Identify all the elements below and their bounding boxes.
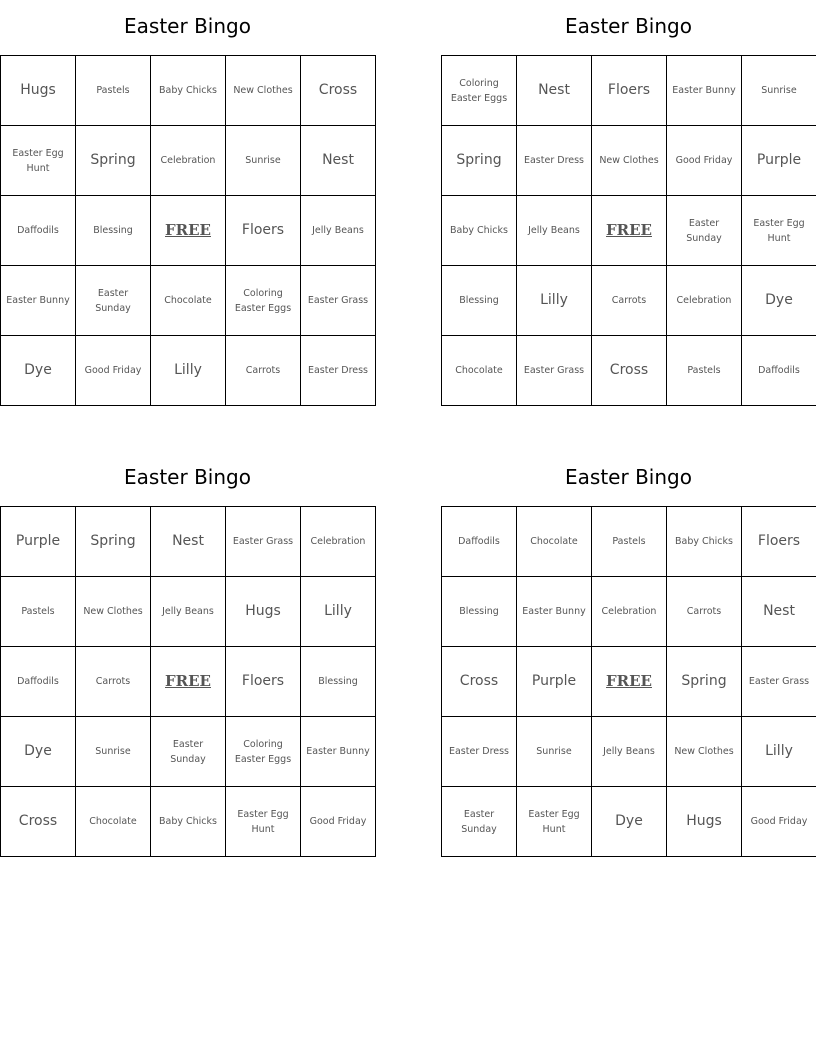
bingo-row: [1, 717, 376, 787]
bingo-cell: Easter Sunday: [151, 717, 226, 787]
bingo-cell: Cross: [301, 56, 376, 126]
bingo-cell: Jelly Beans: [301, 196, 376, 266]
bingo-row: [442, 507, 816, 577]
bingo-cell: Lilly: [301, 577, 376, 647]
free-space: FREE: [151, 196, 226, 266]
bingo-row: [442, 717, 816, 787]
bingo-cell: Easter Sunday: [442, 787, 517, 857]
bingo-cell: Baby Chicks: [667, 507, 742, 577]
bingo-cell: Hugs: [667, 787, 742, 857]
bingo-cell: Blessing: [301, 647, 376, 717]
bingo-cell: Daffodils: [442, 507, 517, 577]
bingo-cell: Daffodils: [1, 647, 76, 717]
bingo-cell: Easter Bunny: [517, 577, 592, 647]
bingo-cell: Easter Dress: [301, 336, 376, 406]
bingo-cell: Nest: [301, 126, 376, 196]
free-space: FREE: [151, 647, 226, 717]
bingo-cell: Pastels: [1, 577, 76, 647]
bingo-cell: Carrots: [592, 266, 667, 336]
bingo-cell: Celebration: [592, 577, 667, 647]
bingo-cell: Good Friday: [76, 336, 151, 406]
bingo-cell: Purple: [1, 507, 76, 577]
bingo-cell: Lilly: [517, 266, 592, 336]
bingo-cell: Floers: [742, 507, 816, 577]
bingo-row: [1, 787, 376, 857]
bingo-cell: Carrots: [226, 336, 301, 406]
bingo-cell: Cross: [1, 787, 76, 857]
bingo-cell: Jelly Beans: [592, 717, 667, 787]
bingo-grid: [0, 55, 376, 406]
free-space: FREE: [592, 196, 667, 266]
bingo-cell: Easter Bunny: [1, 266, 76, 336]
bingo-cell: Floers: [226, 196, 301, 266]
bingo-row: [442, 787, 816, 857]
bingo-cell: Easter Bunny: [301, 717, 376, 787]
bingo-cell: Nest: [742, 577, 816, 647]
card-title: Easter Bingo: [565, 14, 692, 38]
bingo-grid: [441, 55, 816, 406]
bingo-cell: Lilly: [151, 336, 226, 406]
card-title: Easter Bingo: [565, 465, 692, 489]
bingo-cell: Jelly Beans: [517, 196, 592, 266]
bingo-row: [1, 196, 376, 266]
bingo-cell: Chocolate: [76, 787, 151, 857]
card-title: Easter Bingo: [124, 465, 251, 489]
bingo-row: [442, 266, 816, 336]
free-space: FREE: [592, 647, 667, 717]
bingo-cell: Celebration: [301, 507, 376, 577]
bingo-cell: Jelly Beans: [151, 577, 226, 647]
bingo-cell: Easter Sunday: [76, 266, 151, 336]
bingo-cell: Pastels: [667, 336, 742, 406]
bingo-cell: Easter Dress: [517, 126, 592, 196]
bingo-cell: Daffodils: [742, 336, 816, 406]
bingo-row: [442, 336, 816, 406]
bingo-cell: Celebration: [667, 266, 742, 336]
bingo-row: [442, 196, 816, 266]
bingo-row: [1, 126, 376, 196]
bingo-cell: Purple: [742, 126, 816, 196]
bingo-cell: Dye: [1, 717, 76, 787]
bingo-cell: Hugs: [1, 56, 76, 126]
bingo-cell: Good Friday: [301, 787, 376, 857]
card-title: Easter Bingo: [124, 14, 251, 38]
bingo-row: [442, 56, 816, 126]
bingo-row: [1, 577, 376, 647]
bingo-cell: Dye: [742, 266, 816, 336]
bingo-cell: Nest: [517, 56, 592, 126]
bingo-cell: Good Friday: [667, 126, 742, 196]
bingo-cell: Easter Egg Hunt: [1, 126, 76, 196]
bingo-grid: [0, 506, 376, 857]
bingo-row: [1, 336, 376, 406]
bingo-cell: Baby Chicks: [442, 196, 517, 266]
bingo-row: [442, 126, 816, 196]
bingo-cell: Chocolate: [517, 507, 592, 577]
bingo-cell: Good Friday: [742, 787, 816, 857]
bingo-cell: Chocolate: [442, 336, 517, 406]
bingo-cell: Easter Egg Hunt: [226, 787, 301, 857]
bingo-cell: Spring: [442, 126, 517, 196]
bingo-row: [442, 647, 816, 717]
bingo-cell: Dye: [1, 336, 76, 406]
bingo-cell: Sunrise: [742, 56, 816, 126]
bingo-cell: Spring: [76, 126, 151, 196]
bingo-cell: Easter Bunny: [667, 56, 742, 126]
bingo-row: [442, 577, 816, 647]
bingo-grid: [441, 506, 816, 857]
bingo-cell: Coloring Easter Eggs: [226, 266, 301, 336]
bingo-cell: Pastels: [592, 507, 667, 577]
bingo-cell: Dye: [592, 787, 667, 857]
bingo-cell: Easter Grass: [742, 647, 816, 717]
bingo-cell: Easter Egg Hunt: [742, 196, 816, 266]
bingo-cell: Daffodils: [1, 196, 76, 266]
bingo-cell: Blessing: [442, 266, 517, 336]
bingo-cell: Floers: [226, 647, 301, 717]
bingo-cell: Cross: [442, 647, 517, 717]
bingo-cell: Coloring Easter Eggs: [442, 56, 517, 126]
bingo-cell: Carrots: [76, 647, 151, 717]
bingo-cell: New Clothes: [76, 577, 151, 647]
bingo-cell: Sunrise: [517, 717, 592, 787]
bingo-cell: New Clothes: [226, 56, 301, 126]
bingo-cell: Coloring Easter Eggs: [226, 717, 301, 787]
bingo-cell: Purple: [517, 647, 592, 717]
bingo-row: [1, 266, 376, 336]
bingo-cell: Sunrise: [226, 126, 301, 196]
bingo-cell: Celebration: [151, 126, 226, 196]
bingo-cell: Easter Egg Hunt: [517, 787, 592, 857]
bingo-cell: Spring: [76, 507, 151, 577]
bingo-cell: Sunrise: [76, 717, 151, 787]
bingo-row: [1, 647, 376, 717]
bingo-cell: New Clothes: [667, 717, 742, 787]
bingo-cell: Cross: [592, 336, 667, 406]
bingo-cell: New Clothes: [592, 126, 667, 196]
bingo-cell: Easter Grass: [517, 336, 592, 406]
bingo-cell: Nest: [151, 507, 226, 577]
bingo-cell: Lilly: [742, 717, 816, 787]
bingo-cell: Hugs: [226, 577, 301, 647]
bingo-cell: Carrots: [667, 577, 742, 647]
bingo-cell: Baby Chicks: [151, 56, 226, 126]
bingo-cell: Pastels: [76, 56, 151, 126]
bingo-cell: Blessing: [442, 577, 517, 647]
bingo-cell: Easter Sunday: [667, 196, 742, 266]
bingo-cell: Easter Grass: [226, 507, 301, 577]
bingo-cell: Easter Dress: [442, 717, 517, 787]
bingo-row: [1, 507, 376, 577]
bingo-cell: Spring: [667, 647, 742, 717]
bingo-cell: Blessing: [76, 196, 151, 266]
bingo-cell: Floers: [592, 56, 667, 126]
bingo-cell: Baby Chicks: [151, 787, 226, 857]
bingo-cell: Easter Grass: [301, 266, 376, 336]
bingo-cell: Chocolate: [151, 266, 226, 336]
bingo-row: [1, 56, 376, 126]
